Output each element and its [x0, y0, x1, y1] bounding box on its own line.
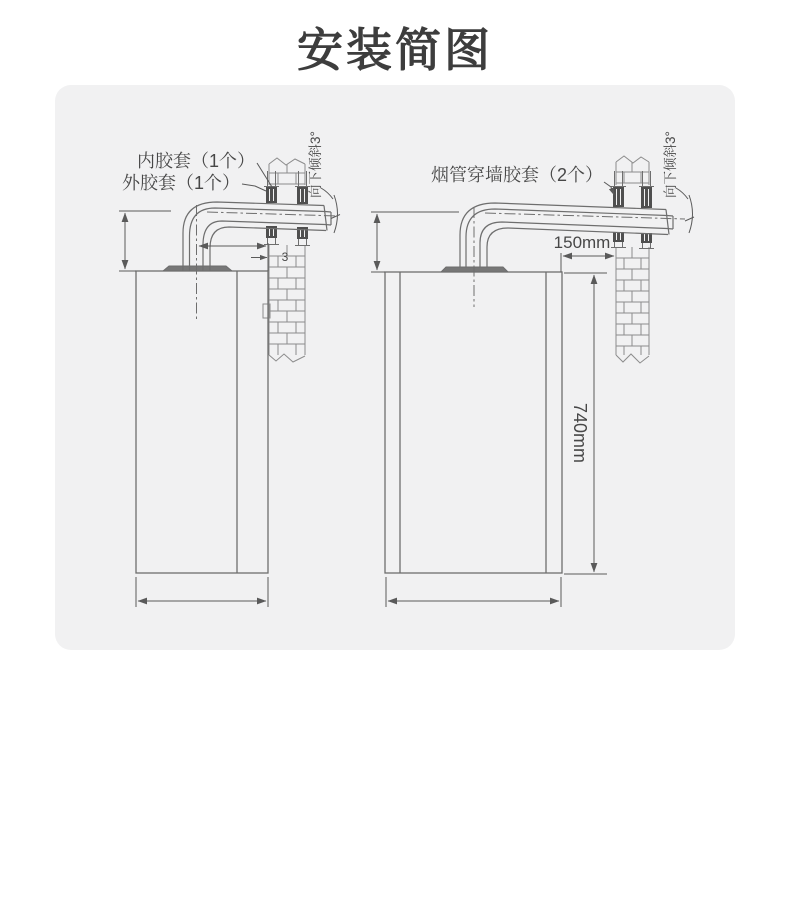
- wall-sleeve-outer-bottom: [641, 233, 652, 243]
- outer-sleeve-label: 外胶套（1个）: [121, 173, 240, 193]
- left-wall-sleeves: [264, 171, 310, 246]
- height-dim-label: 740mm: [570, 403, 590, 464]
- left-tilt-indicator: [321, 188, 340, 233]
- gap-dim-label: 3: [281, 250, 289, 264]
- left-water-heater: [136, 266, 268, 573]
- left-tilt-note: 向下倾斜3°: [308, 131, 323, 198]
- right-flue-pipe: [460, 203, 685, 307]
- left-flue-pipe: [183, 202, 338, 320]
- inner-sleeve-top: [266, 187, 277, 203]
- diagram-card: [55, 85, 735, 650]
- inner-sleeve-label: 内胶套（1个）: [136, 151, 255, 171]
- wall-sleeve-inner-bottom: [613, 232, 624, 242]
- right-tilt-indicator: [676, 188, 694, 233]
- clearance-dim-label: 150mm: [553, 233, 611, 252]
- pipe-centerline: [207, 212, 338, 216]
- right-leaders: [604, 182, 614, 195]
- right-tilt-note: 向下倾斜3°: [663, 131, 678, 198]
- installation-diagram: [55, 85, 735, 650]
- wall-sleeve-outer-top: [641, 187, 652, 208]
- pipe-centerline: [485, 213, 685, 219]
- right-diagram: [371, 131, 694, 607]
- wall-sleeve-label: 烟管穿墙胶套（2个）: [430, 165, 603, 185]
- left-diagram: [119, 131, 340, 607]
- flue-collar: [163, 266, 232, 271]
- outer-sleeve-bottom: [297, 227, 308, 239]
- outer-sleeve-top: [297, 187, 308, 204]
- wall-sleeve-inner-top: [613, 187, 624, 207]
- right-water-heater: [385, 267, 562, 573]
- page-title: 安装简图: [297, 24, 493, 76]
